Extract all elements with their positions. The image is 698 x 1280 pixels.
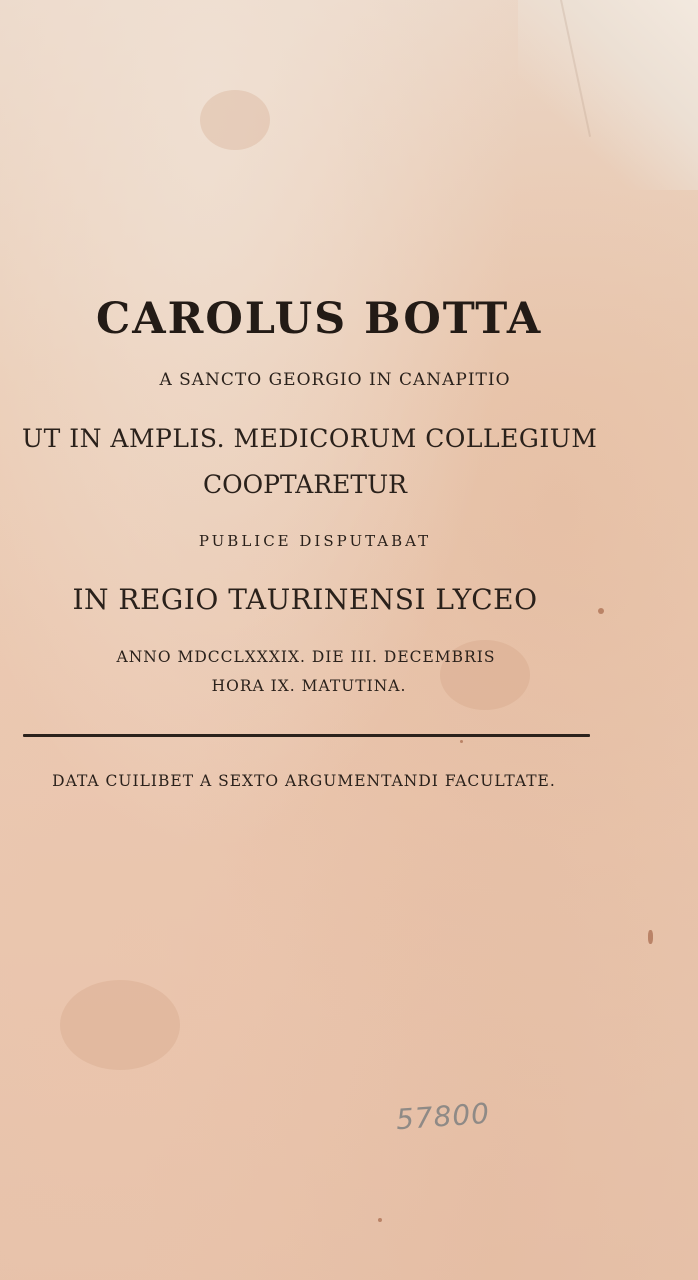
author-name: CAROLUS BOTTA: [96, 294, 543, 344]
date-line: ANNO MDCCLXXXIX. DIE III. DECEMBRIS: [116, 648, 496, 666]
foxing-spot: [598, 608, 604, 614]
pencil-inventory-number: 57800: [394, 1096, 492, 1137]
action-line: PUBLICE DISPUTABAT: [198, 532, 432, 550]
foxing-spot: [648, 930, 653, 944]
venue-line: IN REGIO TAURINENSI LYCEO: [72, 583, 538, 616]
time-line: HORA IX. MATUTINA.: [211, 677, 407, 695]
paper-stain: [200, 90, 270, 150]
disputation-note: DATA CUILIBET A SEXTO ARGUMENTANDI FACULTATE.: [52, 772, 556, 790]
purpose-line-1: UT IN AMPLIS. MEDICORUM COLLEGIUM: [22, 424, 598, 453]
purpose-line-2: COOPTARETUR: [203, 470, 407, 499]
folded-corner: [518, 0, 698, 190]
foxing-spot: [460, 740, 463, 743]
paper-stain: [60, 980, 180, 1070]
horizontal-rule: [23, 734, 590, 737]
author-origin: A SANCTO GEORGIO IN CANAPITIO: [159, 370, 511, 390]
foxing-spot: [378, 1218, 382, 1222]
